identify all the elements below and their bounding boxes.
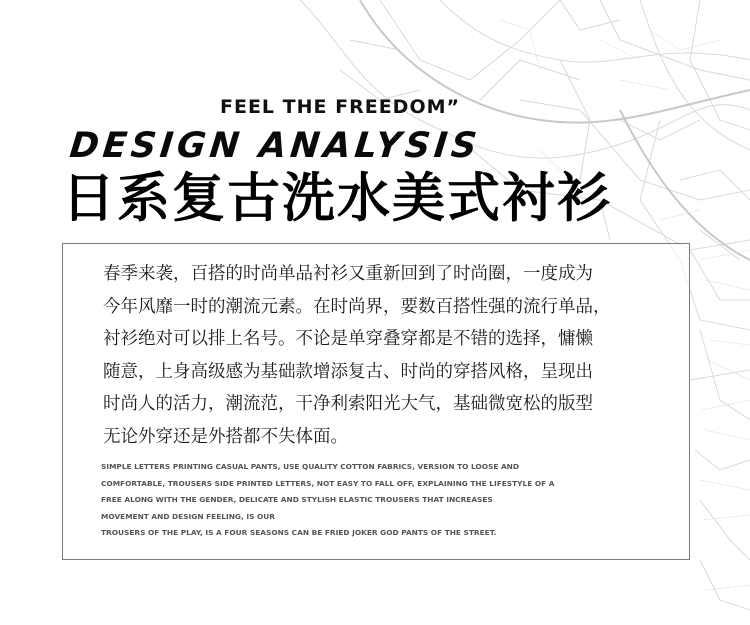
description-english-line: SIMPLE LETTERS PRINTING CASUAL PANTS, USE QUALITY COTTON FABRICS, VERSION TO LOOSE AND [101, 462, 519, 471]
tagline: FEEL THE FREEDOM” [220, 96, 460, 118]
description-english-line: TROUSERS OF THE PLAY, IS A FOUR SEASONS CAN BE FRIED JOKER GOD PANTS OF THE STREET. [101, 528, 497, 538]
description-english-line: COMFORTABLE, TROUSERS SIDE PRINTED LETTERS, NOT EASY TO FALL OFF, EXPLAINING THE LIFESTYLE OF A [101, 478, 555, 488]
description-chinese-line: 春季来袭，百搭的时尚单品衬衫又重新回到了时尚圈，一度成为 [103, 264, 593, 284]
description-chinese-line: 无论外穿还是外搭都不失体面。 [103, 426, 348, 447]
description-chinese [103, 258, 663, 453]
description-english-line: MOVEMENT AND DESIGN FEELING, IS OUR [101, 511, 275, 521]
heading-english: DESIGN ANALYSIS [67, 126, 483, 166]
description-chinese-line: 时尚人的活力，潮流范，干净利索阳光大气，基础微宽松的版型 [103, 394, 593, 414]
description-english-line: FREE ALONG WITH THE GENDER, DELICATE AND STYLISH ELASTIC TROUSERS THAT INCREASES [101, 495, 493, 505]
description-chinese-line: 今年风靡一时的潮流元素。在时尚界，要数百搭性强的流行单品， [103, 296, 611, 317]
heading-chinese: 日系复古洗水美式衬衫 [62, 168, 612, 229]
description-chinese-line: 随意，上身高级感为基础款增添复古、时尚的穿搭风格，呈现出 [103, 361, 593, 382]
description-box [62, 243, 690, 560]
description-english [101, 459, 661, 542]
description-chinese-line: 衬衫绝对可以排上名号。不论是单穿叠穿都是不错的选择，慵懒 [103, 329, 593, 349]
